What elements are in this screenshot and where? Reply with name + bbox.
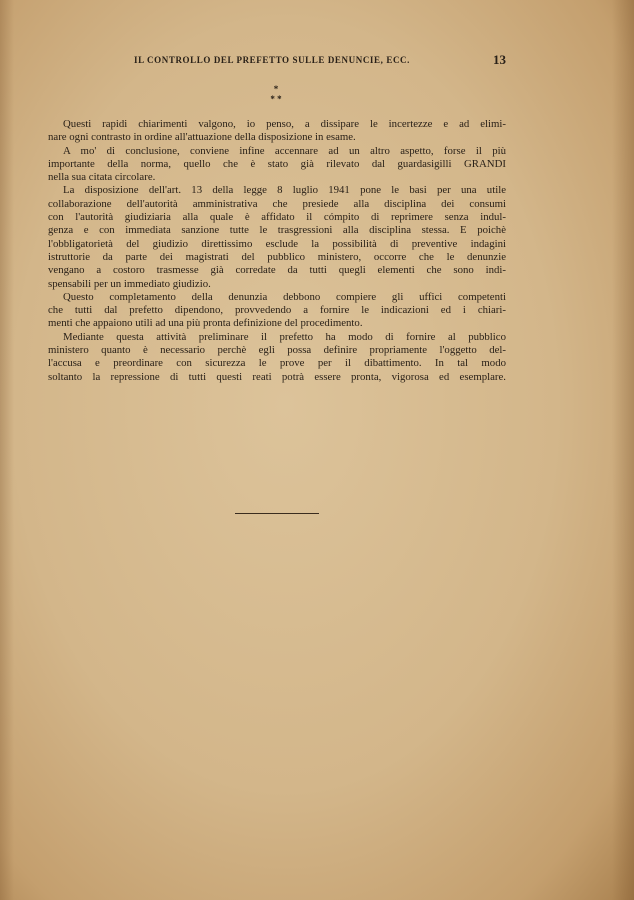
asterism-bottom-stars: * * [270, 94, 282, 104]
text-line: collaborazione dell'autorità amministrativa che presiede alla disciplina dei consumi [48, 197, 506, 210]
body-text [48, 118, 506, 384]
text-line: che tutti dal prefetto dipendono, provvedendo a fornire le indicazioni ed i chiari- [48, 304, 506, 317]
text-line: importante della norma, quello che è stato già rilevato dal guardasigilli GRANDI [48, 157, 506, 170]
text-line: nare ogni contrasto in ordine all'attuazione della disposizione in esame. [48, 131, 356, 144]
text-line: A mo' di conclusione, conviene infine accennare ad un altro aspetto, forse il più [63, 144, 506, 157]
text-line: Questo completamento della denunzia debbono compiere gli uffici competenti [63, 290, 506, 303]
text-line: soltanto la repressione di tutti questi reati potrà essere pronta, vigorosa ed esemplare. [48, 370, 506, 383]
page-left-edge [0, 0, 14, 900]
text-line: menti che appaiono utili ad una più pronta definizione del procedimento. [48, 317, 363, 330]
text-line: genza e con immediata sanzione tutte le trasgressioni alla disciplina stessa. E poichè [48, 224, 506, 237]
end-rule [235, 513, 319, 514]
running-title: IL CONTROLLO DEL PREFETTO SULLE DENUNCIE, ECC. [134, 55, 410, 65]
page-right-edge [612, 0, 634, 900]
text-line: Questi rapidi chiarimenti valgono, io penso, a dissipare le incertezze e ad elimi- [63, 118, 506, 130]
text-line: spensabili per un immediato giudizio. [48, 277, 211, 290]
asterism [262, 84, 290, 104]
text-line: con l'autorità giudiziaria alla quale è affidato il cómpito di reprimere senza indul- [48, 211, 506, 224]
text-line: La disposizione dell'art. 13 della legge 8 luglio 1941 pone le basi per una utile [63, 184, 506, 197]
asterism-top-star: * [273, 84, 279, 94]
text-line: l'obbligatorietà del giudizio direttissimo esclude la possibilità di preventive indagini [48, 237, 506, 250]
text-line: ministero quanto è necessario perchè egli possa definire propriamente l'oggetto del- [48, 344, 506, 357]
running-header [48, 52, 506, 68]
text-line: nella sua citata circolare. [48, 171, 156, 184]
text-line: vengano a costoro trasmesse già corredate da tutti quegli elementi che sono indi- [48, 264, 506, 277]
text-line: Mediante questa attività preliminare il prefetto ha modo di fornire al pubblico [63, 330, 506, 343]
text-line: istruttorie da parte dei magistrati del pubblico ministero, occorre che le denunzie [48, 250, 506, 263]
page-number: 13 [493, 52, 506, 67]
text-line: l'accusa e preordinare con sicurezza le prove per il dibattimento. In tal modo [48, 357, 506, 370]
